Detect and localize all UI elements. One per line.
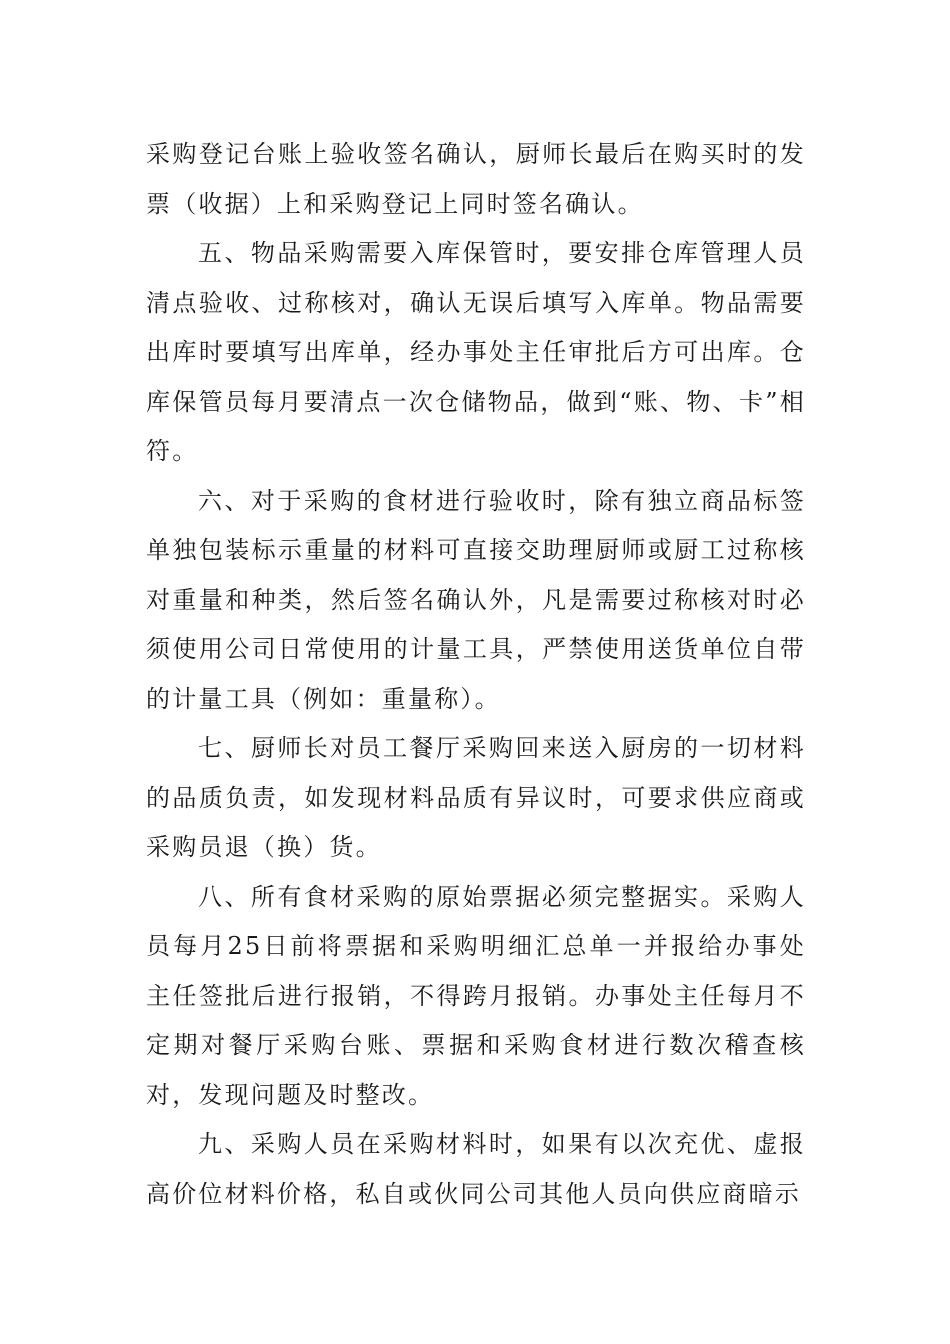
paragraph-item-7: 七、厨师长对员工餐厅采购回来送入厨房的一切材料的品质负责，如发现材料品质有异议时，可要求供应商或采购员退（换）货。	[146, 734, 806, 861]
paragraph-item-8: 八、所有食材采购的原始票据必须完整据实。采购人员每月25日前将票据和采购明细汇总单一并报给办事处主任签批后进行报销，不得跨月报销。办事处主任每月不定期对餐厅采购台账、票据和采购食材进行数次稽查核对，发现问题及时整改。	[146, 882, 806, 1109]
paragraph-item-6: 六、对于采购的食材进行验收时，除有独立商品标签单独包装标示重量的材料可直接交助理厨师或厨工过称核对重量和种类，然后签名确认外，凡是需要过称核对时必须使用公司日常使用的计量工具，严禁使用送货单位自带的计量工具（例如：重量称）。	[146, 486, 806, 713]
paragraph-item-5: 五、物品采购需要入库保管时，要安排仓库管理人员清点验收、过称核对，确认无误后填写入库单。物品需要出库时要填写出库单，经办事处主任审批后方可出库。仓库保管员每月要清点一次仓储物品，做到“账、物、卡”相符。	[146, 239, 806, 465]
paragraph-item-9: 九、采购人员在采购材料时，如果有以次充优、虚报高价位材料价格，私自或伙同公司其他人员向供应商暗示	[146, 1130, 806, 1208]
document-body	[146, 130, 806, 1219]
paragraph-continued: 采购登记台账上验收签名确认，厨师长最后在购买时的发票（收据）上和采购登记上同时签名确认。	[146, 140, 806, 218]
